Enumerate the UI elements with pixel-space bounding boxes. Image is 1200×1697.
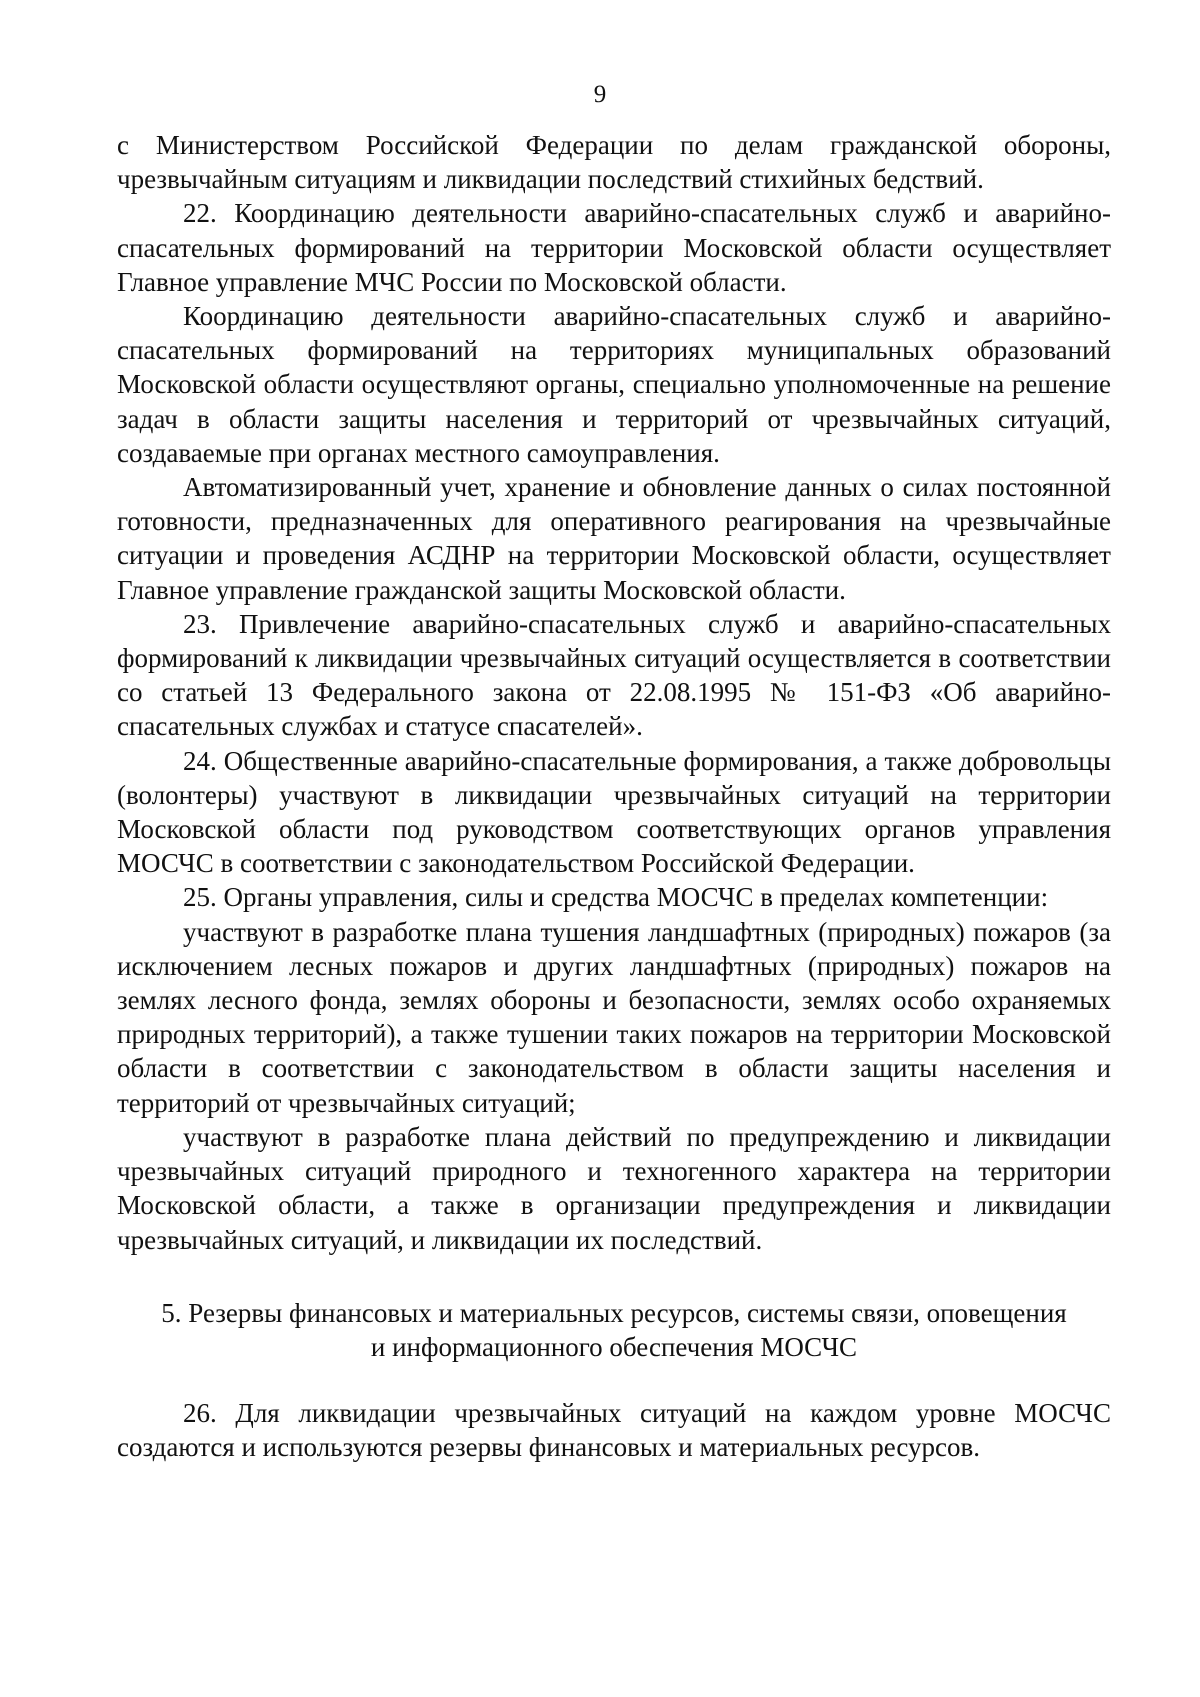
paragraph: 26. Для ликвидации чрезвычайных ситуаций на каждом уровне МОСЧС создаются и используются резервы финансовых и материальных ресурсов.: [117, 1398, 1111, 1463]
paragraph: участвуют в разработке плана действий по предупреждению и ликвидации чрезвычайных ситуаций природного и техногенного характера на территории Московской области, а также в организации предупреждения и ликвидации чрезвычайных ситуаций, и ликвидации их последствий.: [117, 1121, 1111, 1255]
page-number: 9: [593, 81, 607, 108]
section-heading-line-2: и информационного обеспечения МОСЧС: [370, 1331, 858, 1362]
paragraphs-after-heading: [117, 1396, 1111, 1464]
section-heading: [117, 1296, 1111, 1364]
paragraph: Автоматизированный учет, хранение и обновление данных о силах постоянной готовности, предназначенных для оперативного реагирования на чрезвычайные ситуации и проведения АСДНР на территории Московской области, осуществляет Главное управление гражданской защиты Московской области.: [117, 472, 1111, 605]
paragraph: участвуют в разработке плана тушения ландшафтных (природных) пожаров (за исключением лесных пожаров и других ландшафтных (природных) пожаров на землях лесного фонда, землях обороны и безопасности, землях особо охраняемых природных территорий), а также тушении таких пожаров на территории Московской области в соответствии с законодательством в области защиты населения и территорий от чрезвычайных ситуаций;: [117, 916, 1111, 1118]
paragraph: 22. Координацию деятельности аварийно-спасательных служб и аварийно-спасательных формирований на территории Московской области осуществляет Главное управление МЧС России по Московской области.: [117, 198, 1111, 297]
paragraph: 23. Привлечение аварийно-спасательных служб и аварийно-спасательных формирований к ликвидации чрезвычайных ситуаций осуществляется в соответствии со статьей 13 Федерального закона от 22.08.1995 № 151-ФЗ «Об аварийно-спасательных службах и статусе спасателей».: [117, 608, 1111, 742]
paragraph: 25. Органы управления, силы и средства МОСЧС в пределах компетенции:: [183, 882, 1049, 913]
paragraphs-before-heading: [117, 128, 1111, 1257]
document-body: [117, 128, 1111, 1465]
section-heading-line-1: 5. Резервы финансовых и материальных ресурсов, системы связи, оповещения: [161, 1297, 1067, 1328]
paragraph: 24. Общественные аварийно-спасательные формирования, а также добровольцы (волонтеры) участвуют в ликвидации чрезвычайных ситуаций на территории Московской области под руководством соответствующих органов управления МОСЧС в соответствии с законодательством Российской Федерации.: [117, 745, 1111, 879]
paragraph: с Министерством Российской Федерации по делам гражданской обороны, чрезвычайным ситуациям и ликвидации последствий стихийных бедствий.: [117, 130, 1111, 195]
paragraph: Координацию деятельности аварийно-спасательных служб и аварийно-спасательных формирований на территориях муниципальных образований Московской области осуществляют органы, специально уполномоченные на решение задач в области защиты населения и территорий от чрезвычайных ситуаций, создаваемые при органах местного самоуправления.: [117, 301, 1111, 468]
